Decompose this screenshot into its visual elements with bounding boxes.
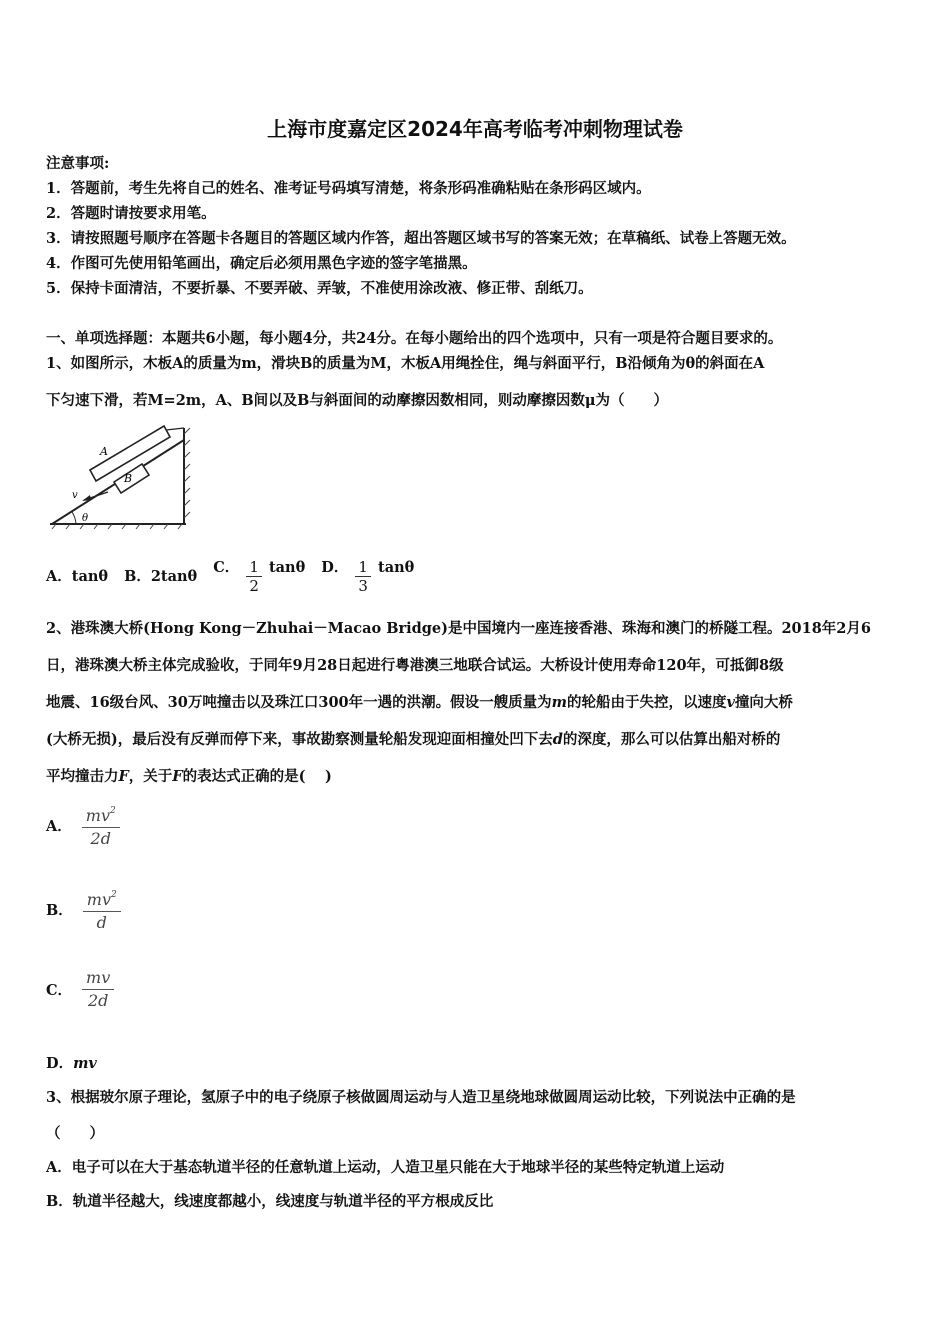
numerator: mv: [82, 967, 114, 990]
formula: [83, 884, 121, 934]
q1-text-line: 下匀速下滑，若M=2m，A、B间以及B与斜面间的动摩擦因数相同，则动摩擦因数μ为（ ）: [46, 392, 669, 409]
q3-text-line: 3、根据玻尔原子理论，氢原子中的电子绕原子核做圆周运动与人造卫星绕地球做圆周运动比较，下列说法中正确的是: [46, 1089, 796, 1106]
text-segment: ，关于: [128, 768, 173, 785]
q1-option-c[interactable]: [213, 556, 305, 595]
numerator: [83, 884, 121, 912]
q1-option-a[interactable]: A．tanθ: [46, 568, 109, 585]
page-title: 上海市度嘉定区2024年高考临考冲刺物理试卷: [267, 117, 683, 141]
numerator: 1: [355, 558, 371, 577]
option-label: B．: [46, 901, 73, 919]
notice-item: 5．保持卡面清洁，不要折暴、不要弄破、弄皱，不准使用涂改液、修正带、刮纸刀。: [46, 280, 593, 297]
notice-item: 1．答题前，考生先将自己的姓名、准考证号码填写清楚，将条形码准确粘贴在条形码区域内。: [46, 180, 651, 197]
notice-heading: 注意事项:: [46, 155, 110, 172]
denominator: 3: [358, 577, 368, 595]
section-heading: 一、单项选择题：本题共6小题，每小题4分，共24分。在每小题给出的四个选项中，只有一项是符合题目要求的。: [46, 330, 783, 347]
label-b: B: [124, 472, 133, 485]
denominator: d: [96, 913, 107, 932]
option-label: A．: [46, 817, 72, 835]
q1-option-d[interactable]: [321, 556, 414, 595]
math-f: F: [118, 768, 129, 785]
label-v: v: [72, 490, 78, 501]
text-segment: 撞向大桥: [734, 694, 793, 711]
denominator: 2d: [90, 829, 111, 848]
denominator: 2: [249, 577, 259, 595]
math-m: m: [551, 694, 567, 711]
q2-option-b[interactable]: [46, 884, 121, 934]
math-f: F: [172, 768, 183, 785]
label-a: A: [100, 445, 108, 458]
notice-item: 4．作图可先使用铅笔画出，确定后必须用黑色字迹的签字笔描黑。: [46, 255, 477, 272]
option-label: D．: [321, 559, 349, 576]
option-label: C．: [46, 982, 73, 999]
option-suffix: tanθ: [268, 559, 306, 576]
fraction: [246, 558, 262, 595]
numerator: 1: [246, 558, 262, 577]
option-label: D．: [46, 1055, 74, 1072]
formula: [82, 800, 120, 850]
q2-text-line: [46, 728, 780, 749]
q2-text-line: [46, 691, 793, 712]
math-d: d: [552, 731, 563, 748]
option-label: C．: [213, 559, 240, 576]
notice-item: 3．请按照题号顺序在答题卡各题目的答题区域内作答，超出答题区域书写的答案无效；在草稿纸、试卷上答题无效。: [46, 230, 796, 247]
q3-text-line: （ ）: [46, 1125, 104, 1142]
text-segment: 的深度，那么可以估算出船对桥的: [562, 731, 781, 748]
math-v: v: [726, 694, 735, 711]
q1-option-b[interactable]: B．2tanθ: [124, 568, 198, 585]
denominator: 2d: [87, 991, 109, 1010]
option-suffix: tanθ: [378, 559, 415, 576]
q2-text-line: 日，港珠澳大桥主体完成验收，于同年9月28日起进行粤港澳三地联合试运。大桥设计使用寿命120年，可抵御8级: [46, 657, 784, 674]
text-segment: 平均撞击力: [46, 768, 119, 785]
text-segment: 的轮船由于失控，以速度: [566, 694, 727, 711]
formula: [82, 967, 114, 1012]
q3-option-b[interactable]: B．轨道半径越大，线速度都越小，线速度与轨道半径的平方根成反比: [46, 1193, 494, 1210]
numerator-text: mv: [86, 890, 111, 909]
incline-diagram: [46, 420, 196, 530]
q2-text-line: [46, 765, 332, 786]
q3-option-a[interactable]: A．电子可以在大于基态轨道半径的任意轨道上运动，人造卫星只能在大于地球半径的某些特定轨道上运动: [46, 1159, 725, 1176]
fraction: [355, 558, 371, 595]
q2-option-a[interactable]: [46, 800, 120, 850]
numerator: [82, 800, 120, 828]
exponent: 2: [110, 890, 117, 900]
text-segment: 地震、16级台风、30万吨撞击以及珠江口300年一遇的洪潮。假设一艘质量为: [46, 694, 552, 711]
text-segment: (大桥无损)，最后没有反弹而停下来，事故勘察测量轮船发现迎面相撞处凹下去: [46, 731, 553, 748]
text-segment: 的表达式正确的是( ): [182, 768, 332, 785]
q1-text-line: 1、如图所示，木板A的质量为m，滑块B的质量为M，木板A用绳拴住，绳与斜面平行，B沿倾角为θ的斜面在A: [46, 355, 765, 372]
notice-item: 2．答题时请按要求用笔。: [46, 205, 216, 222]
q2-text-line: 2、港珠澳大桥(Hong Kong－Zhuhai－Macao Bridge)是中国境内一座连接香港、珠海和澳门的桥隧工程。2018年2月6: [46, 620, 871, 637]
exponent: 2: [109, 806, 116, 816]
option-value: mv: [73, 1055, 97, 1072]
q2-option-c[interactable]: [46, 967, 114, 1012]
numerator-text: mv: [85, 806, 110, 825]
q2-option-d[interactable]: [46, 1052, 97, 1073]
q1-options: [46, 556, 414, 595]
label-theta: θ: [82, 513, 89, 524]
